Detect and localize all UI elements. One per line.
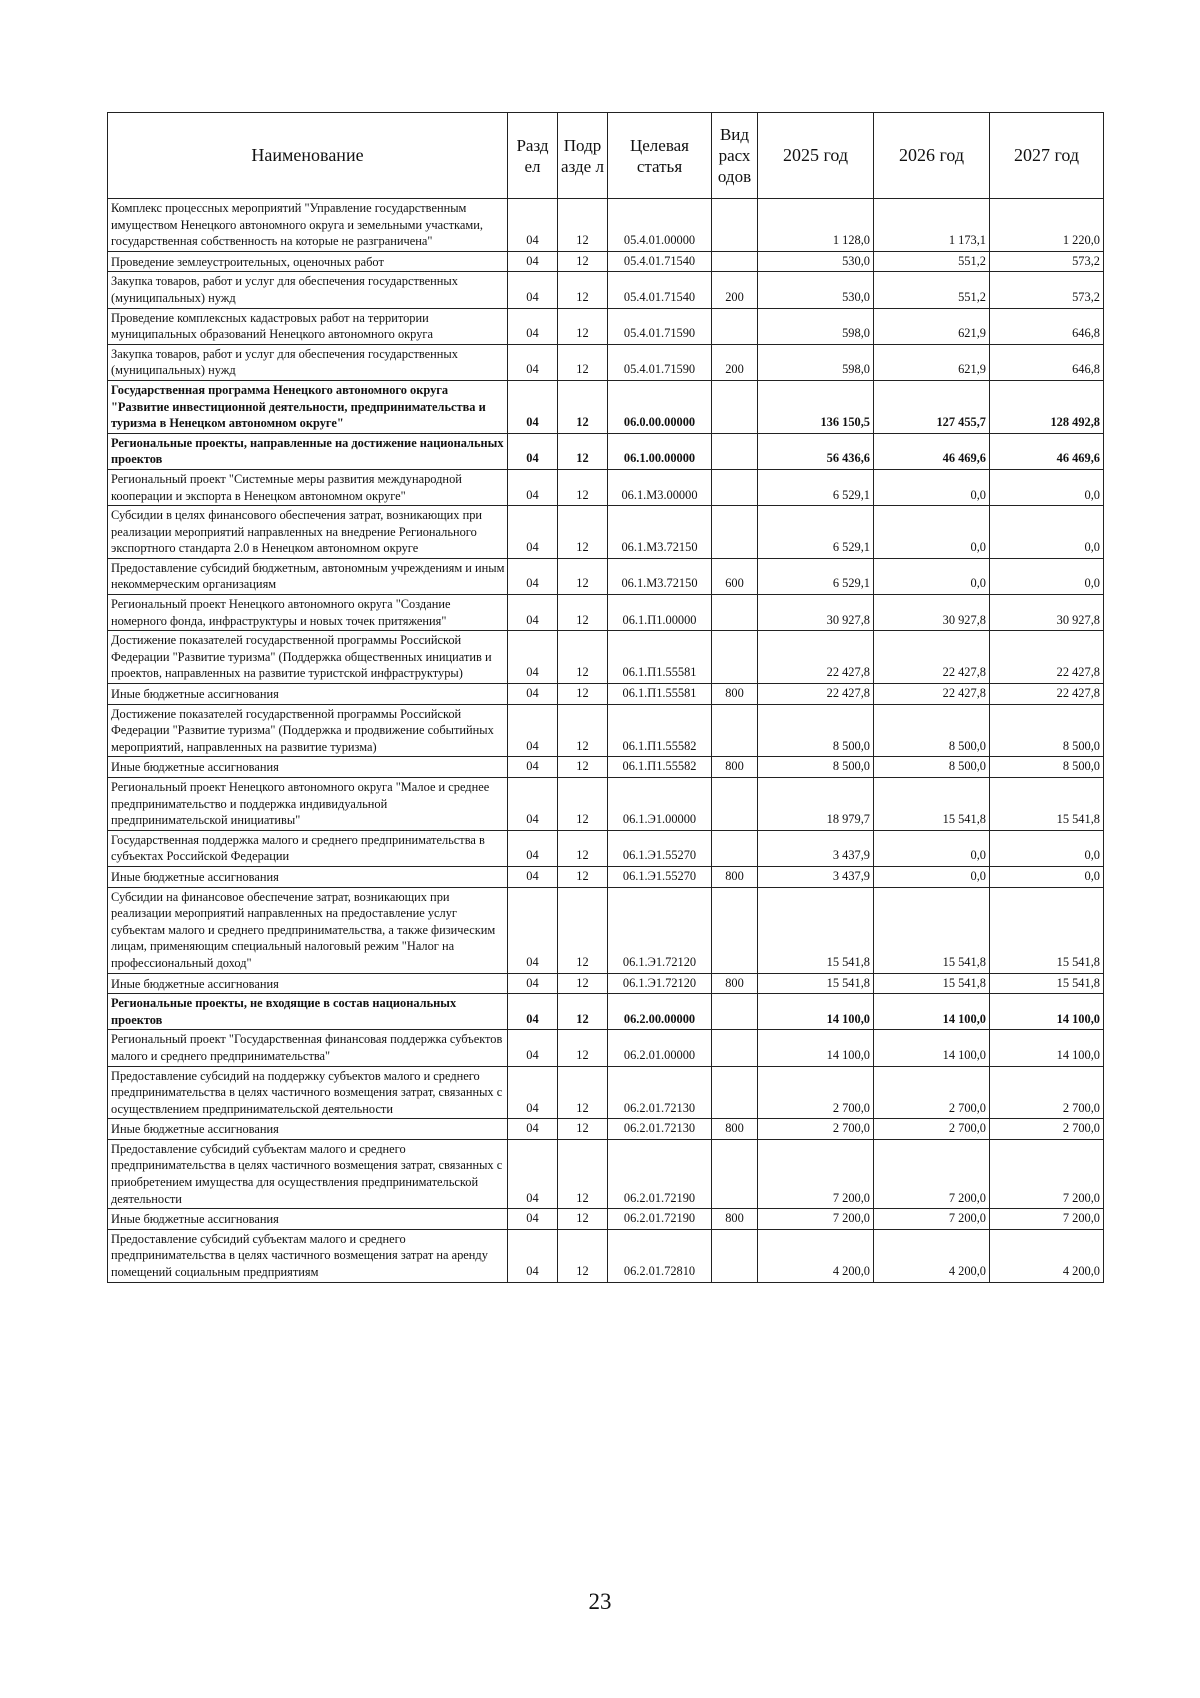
row-amount-2027: 22 427,8	[990, 631, 1104, 684]
row-amount-2027: 14 100,0	[990, 994, 1104, 1030]
row-amount-2025: 22 427,8	[758, 684, 874, 705]
row-amount-2027: 646,8	[990, 308, 1104, 344]
header-year-2027: 2027 год	[990, 113, 1104, 199]
row-amount-2027: 8 500,0	[990, 704, 1104, 757]
budget-table	[107, 112, 1104, 1283]
row-podrazdel: 12	[558, 684, 608, 705]
row-amount-2026: 14 100,0	[874, 994, 990, 1030]
row-vid-rashodov	[712, 469, 758, 505]
row-name: Региональный проект Ненецкого автономного округа "Малое и среднее предпринимательство и поддержка индивидуальной предпринимательской инициативы"	[108, 778, 508, 831]
header-row	[108, 113, 1104, 199]
row-podrazdel: 12	[558, 994, 608, 1030]
row-razdel: 04	[508, 433, 558, 469]
row-amount-2025: 2 700,0	[758, 1119, 874, 1140]
row-amount-2026: 15 541,8	[874, 973, 990, 994]
row-razdel: 04	[508, 380, 558, 433]
row-amount-2025: 56 436,6	[758, 433, 874, 469]
table-row	[108, 308, 1104, 344]
row-vid-rashodov	[712, 251, 758, 272]
table-row	[108, 973, 1104, 994]
row-amount-2025: 530,0	[758, 251, 874, 272]
table-row	[108, 778, 1104, 831]
header-vid-rashodov: Вид расх одов	[712, 113, 758, 199]
row-amount-2027: 0,0	[990, 866, 1104, 887]
row-vid-rashodov	[712, 308, 758, 344]
row-amount-2025: 22 427,8	[758, 631, 874, 684]
row-amount-2026: 0,0	[874, 506, 990, 559]
page-number: 23	[588, 1589, 612, 1614]
row-name: Региональный проект "Системные меры развития международной кооперации и экспорта в Ненецком автономном округе"	[108, 469, 508, 505]
row-vid-rashodov: 800	[712, 757, 758, 778]
row-vid-rashodov: 200	[712, 272, 758, 308]
row-amount-2027: 14 100,0	[990, 1030, 1104, 1066]
header-celevaya-statya: Целевая статья	[608, 113, 712, 199]
row-name: Закупка товаров, работ и услуг для обеспечения государственных (муниципальных) нужд	[108, 272, 508, 308]
row-name: Государственная программа Ненецкого автономного округа "Развитие инвестиционной деятельности, предпринимательства и туризма в Ненецком автономном округе"	[108, 380, 508, 433]
row-amount-2026: 8 500,0	[874, 757, 990, 778]
row-amount-2026: 621,9	[874, 344, 990, 380]
row-amount-2025: 18 979,7	[758, 778, 874, 831]
row-razdel: 04	[508, 757, 558, 778]
row-podrazdel: 12	[558, 344, 608, 380]
row-amount-2025: 15 541,8	[758, 973, 874, 994]
row-amount-2025: 8 500,0	[758, 704, 874, 757]
row-vid-rashodov	[712, 778, 758, 831]
table-row	[108, 1066, 1104, 1119]
row-name: Региональный проект Ненецкого автономного округа "Создание номерного фонда, инфраструктуры и новых точек притяжения"	[108, 595, 508, 631]
row-amount-2025: 6 529,1	[758, 506, 874, 559]
row-vid-rashodov	[712, 1066, 758, 1119]
row-amount-2026: 0,0	[874, 830, 990, 866]
row-razdel: 04	[508, 887, 558, 973]
header-year-2025: 2025 год	[758, 113, 874, 199]
row-razdel: 04	[508, 308, 558, 344]
row-podrazdel: 12	[558, 866, 608, 887]
row-amount-2027: 0,0	[990, 830, 1104, 866]
table-header	[108, 113, 1104, 199]
row-razdel: 04	[508, 1139, 558, 1208]
row-podrazdel: 12	[558, 506, 608, 559]
row-amount-2025: 14 100,0	[758, 1030, 874, 1066]
row-podrazdel: 12	[558, 973, 608, 994]
row-podrazdel: 12	[558, 1119, 608, 1140]
row-amount-2026: 0,0	[874, 558, 990, 594]
row-amount-2026: 15 541,8	[874, 887, 990, 973]
row-celevaya-statya: 06.1.П1.55581	[608, 684, 712, 705]
row-celevaya-statya: 06.1.Э1.72120	[608, 973, 712, 994]
row-amount-2025: 6 529,1	[758, 558, 874, 594]
row-name: Субсидии на финансовое обеспечение затрат, возникающих при реализации мероприятий направленных на предоставление услуг субъектам малого и среднего предпринимательства, а также физическим лицам, применяющим специальный налоговый режим "Налог на профессиональный доход"	[108, 887, 508, 973]
row-podrazdel: 12	[558, 1030, 608, 1066]
row-podrazdel: 12	[558, 558, 608, 594]
row-vid-rashodov	[712, 887, 758, 973]
row-amount-2027: 15 541,8	[990, 887, 1104, 973]
table-row	[108, 469, 1104, 505]
row-amount-2027: 8 500,0	[990, 757, 1104, 778]
row-podrazdel: 12	[558, 1066, 608, 1119]
row-vid-rashodov	[712, 1229, 758, 1282]
row-celevaya-statya: 06.2.00.00000	[608, 994, 712, 1030]
row-razdel: 04	[508, 704, 558, 757]
row-name: Иные бюджетные ассигнования	[108, 757, 508, 778]
row-amount-2026: 0,0	[874, 469, 990, 505]
row-razdel: 04	[508, 272, 558, 308]
row-amount-2027: 2 700,0	[990, 1066, 1104, 1119]
row-name: Субсидии в целях финансового обеспечения затрат, возникающих при реализации мероприятий направленных на внедрение Регионального экспортного стандарта 2.0 в Ненецком автономном округе	[108, 506, 508, 559]
row-celevaya-statya: 06.1.М3.72150	[608, 558, 712, 594]
row-celevaya-statya: 05.4.01.71540	[608, 251, 712, 272]
table-row	[108, 1209, 1104, 1230]
row-amount-2026: 7 200,0	[874, 1209, 990, 1230]
row-amount-2027: 15 541,8	[990, 778, 1104, 831]
row-vid-rashodov	[712, 595, 758, 631]
row-amount-2027: 7 200,0	[990, 1139, 1104, 1208]
row-amount-2025: 136 150,5	[758, 380, 874, 433]
row-amount-2026: 15 541,8	[874, 778, 990, 831]
table-row	[108, 1119, 1104, 1140]
row-razdel: 04	[508, 1209, 558, 1230]
row-razdel: 04	[508, 199, 558, 252]
row-amount-2026: 7 200,0	[874, 1139, 990, 1208]
row-amount-2027: 573,2	[990, 272, 1104, 308]
row-amount-2025: 2 700,0	[758, 1066, 874, 1119]
row-amount-2025: 530,0	[758, 272, 874, 308]
budget-page	[107, 112, 1103, 1283]
row-vid-rashodov: 800	[712, 1119, 758, 1140]
row-podrazdel: 12	[558, 433, 608, 469]
table-row	[108, 344, 1104, 380]
row-razdel: 04	[508, 1066, 558, 1119]
row-podrazdel: 12	[558, 830, 608, 866]
row-amount-2025: 7 200,0	[758, 1139, 874, 1208]
row-vid-rashodov: 800	[712, 866, 758, 887]
row-podrazdel: 12	[558, 272, 608, 308]
row-celevaya-statya: 06.2.01.72810	[608, 1229, 712, 1282]
row-razdel: 04	[508, 506, 558, 559]
row-amount-2026: 2 700,0	[874, 1119, 990, 1140]
row-podrazdel: 12	[558, 631, 608, 684]
row-amount-2025: 15 541,8	[758, 887, 874, 973]
row-amount-2025: 7 200,0	[758, 1209, 874, 1230]
row-celevaya-statya: 06.1.П1.55582	[608, 704, 712, 757]
row-amount-2027: 15 541,8	[990, 973, 1104, 994]
row-amount-2027: 0,0	[990, 558, 1104, 594]
row-vid-rashodov	[712, 704, 758, 757]
table-row	[108, 994, 1104, 1030]
row-celevaya-statya: 05.4.01.00000	[608, 199, 712, 252]
row-razdel: 04	[508, 1030, 558, 1066]
row-podrazdel: 12	[558, 1209, 608, 1230]
row-amount-2027: 646,8	[990, 344, 1104, 380]
row-razdel: 04	[508, 344, 558, 380]
row-celevaya-statya: 06.2.01.72130	[608, 1119, 712, 1140]
row-vid-rashodov: 800	[712, 1209, 758, 1230]
row-celevaya-statya: 06.2.01.72190	[608, 1209, 712, 1230]
row-name: Проведение комплексных кадастровых работ на территории муниципальных образований Ненецкого автономного округа	[108, 308, 508, 344]
row-amount-2027: 22 427,8	[990, 684, 1104, 705]
row-amount-2027: 4 200,0	[990, 1229, 1104, 1282]
row-name: Предоставление субсидий субъектам малого и среднего предпринимательства в целях частичного возмещения затрат на аренду помещений социальным предприятиям	[108, 1229, 508, 1282]
row-name: Достижение показателей государственной программы Российской Федерации "Развитие туризма" (Поддержка общественных инициатив и проектов, направленных на развитие туристской инфраструктуры)	[108, 631, 508, 684]
row-amount-2025: 14 100,0	[758, 994, 874, 1030]
row-celevaya-statya: 05.4.01.71590	[608, 344, 712, 380]
header-razdel: Разд ел	[508, 113, 558, 199]
row-vid-rashodov	[712, 433, 758, 469]
row-amount-2027: 128 492,8	[990, 380, 1104, 433]
row-amount-2026: 0,0	[874, 866, 990, 887]
row-razdel: 04	[508, 1229, 558, 1282]
table-row	[108, 887, 1104, 973]
row-celevaya-statya: 06.2.01.72130	[608, 1066, 712, 1119]
table-row	[108, 704, 1104, 757]
row-celevaya-statya: 06.1.00.00000	[608, 433, 712, 469]
row-amount-2026: 2 700,0	[874, 1066, 990, 1119]
row-amount-2025: 3 437,9	[758, 866, 874, 887]
row-amount-2026: 30 927,8	[874, 595, 990, 631]
table-row	[108, 631, 1104, 684]
row-name: Иные бюджетные ассигнования	[108, 1119, 508, 1140]
table-row	[108, 757, 1104, 778]
row-celevaya-statya: 06.1.П1.00000	[608, 595, 712, 631]
row-podrazdel: 12	[558, 778, 608, 831]
row-amount-2027: 30 927,8	[990, 595, 1104, 631]
row-razdel: 04	[508, 973, 558, 994]
table-row	[108, 1229, 1104, 1282]
row-celevaya-statya: 06.2.01.72190	[608, 1139, 712, 1208]
row-celevaya-statya: 05.4.01.71540	[608, 272, 712, 308]
row-vid-rashodov	[712, 994, 758, 1030]
row-podrazdel: 12	[558, 199, 608, 252]
row-amount-2026: 14 100,0	[874, 1030, 990, 1066]
table-row	[108, 830, 1104, 866]
row-podrazdel: 12	[558, 887, 608, 973]
row-amount-2026: 127 455,7	[874, 380, 990, 433]
row-amount-2027: 573,2	[990, 251, 1104, 272]
row-podrazdel: 12	[558, 469, 608, 505]
header-year-2026: 2026 год	[874, 113, 990, 199]
row-amount-2025: 30 927,8	[758, 595, 874, 631]
row-amount-2027: 0,0	[990, 506, 1104, 559]
row-celevaya-statya: 06.1.П1.55581	[608, 631, 712, 684]
row-amount-2025: 3 437,9	[758, 830, 874, 866]
table-row	[108, 251, 1104, 272]
row-name: Закупка товаров, работ и услуг для обеспечения государственных (муниципальных) нужд	[108, 344, 508, 380]
row-name: Комплекс процессных мероприятий "Управление государственным имуществом Ненецкого автономного округа и земельными участками, государственная собственность на которые не разграничена"	[108, 199, 508, 252]
row-amount-2025: 598,0	[758, 344, 874, 380]
row-celevaya-statya: 06.1.Э1.00000	[608, 778, 712, 831]
table-row	[108, 1030, 1104, 1066]
row-vid-rashodov: 800	[712, 973, 758, 994]
row-razdel: 04	[508, 684, 558, 705]
row-vid-rashodov: 600	[712, 558, 758, 594]
row-podrazdel: 12	[558, 1139, 608, 1208]
row-razdel: 04	[508, 994, 558, 1030]
header-podrazdel: Подр азде л	[558, 113, 608, 199]
row-celevaya-statya: 06.1.Э1.55270	[608, 830, 712, 866]
row-amount-2026: 621,9	[874, 308, 990, 344]
row-name: Иные бюджетные ассигнования	[108, 1209, 508, 1230]
row-amount-2026: 551,2	[874, 272, 990, 308]
table-body	[108, 199, 1104, 1283]
row-celevaya-statya: 06.1.П1.55582	[608, 757, 712, 778]
table-row	[108, 199, 1104, 252]
row-razdel: 04	[508, 595, 558, 631]
row-name: Проведение землеустроительных, оценочных работ	[108, 251, 508, 272]
row-celevaya-statya: 06.1.Э1.72120	[608, 887, 712, 973]
row-vid-rashodov	[712, 199, 758, 252]
row-razdel: 04	[508, 631, 558, 684]
row-podrazdel: 12	[558, 704, 608, 757]
row-vid-rashodov	[712, 506, 758, 559]
row-celevaya-statya: 05.4.01.71590	[608, 308, 712, 344]
row-razdel: 04	[508, 778, 558, 831]
table-row	[108, 595, 1104, 631]
row-amount-2025: 6 529,1	[758, 469, 874, 505]
table-row	[108, 558, 1104, 594]
row-name: Достижение показателей государственной программы Российской Федерации "Развитие туризма" (Поддержка и продвижение событийных мероприятий, направленных на развитие туризма)	[108, 704, 508, 757]
header-name: Наименование	[108, 113, 508, 199]
row-amount-2025: 8 500,0	[758, 757, 874, 778]
row-amount-2027: 46 469,6	[990, 433, 1104, 469]
row-vid-rashodov: 800	[712, 684, 758, 705]
row-podrazdel: 12	[558, 251, 608, 272]
row-vid-rashodov	[712, 380, 758, 433]
row-celevaya-statya: 06.1.М3.00000	[608, 469, 712, 505]
row-amount-2026: 1 173,1	[874, 199, 990, 252]
row-name: Предоставление субсидий на поддержку субъектов малого и среднего предпринимательства в целях частичного возмещения затрат, связанных с осуществлением предпринимательской деятельности	[108, 1066, 508, 1119]
row-amount-2025: 4 200,0	[758, 1229, 874, 1282]
row-name: Иные бюджетные ассигнования	[108, 973, 508, 994]
row-celevaya-statya: 06.2.01.00000	[608, 1030, 712, 1066]
table-row	[108, 380, 1104, 433]
row-name: Региональный проект "Государственная финансовая поддержка субъектов малого и среднего предпринимательства"	[108, 1030, 508, 1066]
row-vid-rashodov	[712, 631, 758, 684]
row-vid-rashodov	[712, 1030, 758, 1066]
row-amount-2026: 46 469,6	[874, 433, 990, 469]
row-name: Иные бюджетные ассигнования	[108, 684, 508, 705]
table-row	[108, 506, 1104, 559]
row-vid-rashodov: 200	[712, 344, 758, 380]
row-razdel: 04	[508, 251, 558, 272]
table-row	[108, 1139, 1104, 1208]
row-name: Региональные проекты, направленные на достижение национальных проектов	[108, 433, 508, 469]
row-podrazdel: 12	[558, 380, 608, 433]
row-amount-2027: 7 200,0	[990, 1209, 1104, 1230]
row-podrazdel: 12	[558, 595, 608, 631]
row-amount-2025: 1 128,0	[758, 199, 874, 252]
row-razdel: 04	[508, 866, 558, 887]
table-row	[108, 684, 1104, 705]
row-celevaya-statya: 06.0.00.00000	[608, 380, 712, 433]
row-name: Государственная поддержка малого и среднего предпринимательства в субъектах Российской Федерации	[108, 830, 508, 866]
row-amount-2026: 8 500,0	[874, 704, 990, 757]
row-name: Предоставление субсидий бюджетным, автономным учреждениям и иным некоммерческим организациям	[108, 558, 508, 594]
row-amount-2026: 22 427,8	[874, 631, 990, 684]
row-name: Иные бюджетные ассигнования	[108, 866, 508, 887]
row-amount-2026: 22 427,8	[874, 684, 990, 705]
row-vid-rashodov	[712, 830, 758, 866]
row-razdel: 04	[508, 469, 558, 505]
row-podrazdel: 12	[558, 308, 608, 344]
row-amount-2026: 4 200,0	[874, 1229, 990, 1282]
row-podrazdel: 12	[558, 757, 608, 778]
row-podrazdel: 12	[558, 1229, 608, 1282]
row-vid-rashodov	[712, 1139, 758, 1208]
table-row	[108, 272, 1104, 308]
row-name: Региональные проекты, не входящие в состав национальных проектов	[108, 994, 508, 1030]
table-row	[108, 433, 1104, 469]
row-celevaya-statya: 06.1.М3.72150	[608, 506, 712, 559]
row-amount-2027: 2 700,0	[990, 1119, 1104, 1140]
row-amount-2027: 0,0	[990, 469, 1104, 505]
row-razdel: 04	[508, 558, 558, 594]
row-amount-2027: 1 220,0	[990, 199, 1104, 252]
row-celevaya-statya: 06.1.Э1.55270	[608, 866, 712, 887]
row-razdel: 04	[508, 1119, 558, 1140]
row-amount-2026: 551,2	[874, 251, 990, 272]
table-row	[108, 866, 1104, 887]
row-name: Предоставление субсидий субъектам малого и среднего предпринимательства в целях частичного возмещения затрат, связанных с приобретением имущества для осуществления предпринимательской деятельности	[108, 1139, 508, 1208]
row-amount-2025: 598,0	[758, 308, 874, 344]
row-razdel: 04	[508, 830, 558, 866]
